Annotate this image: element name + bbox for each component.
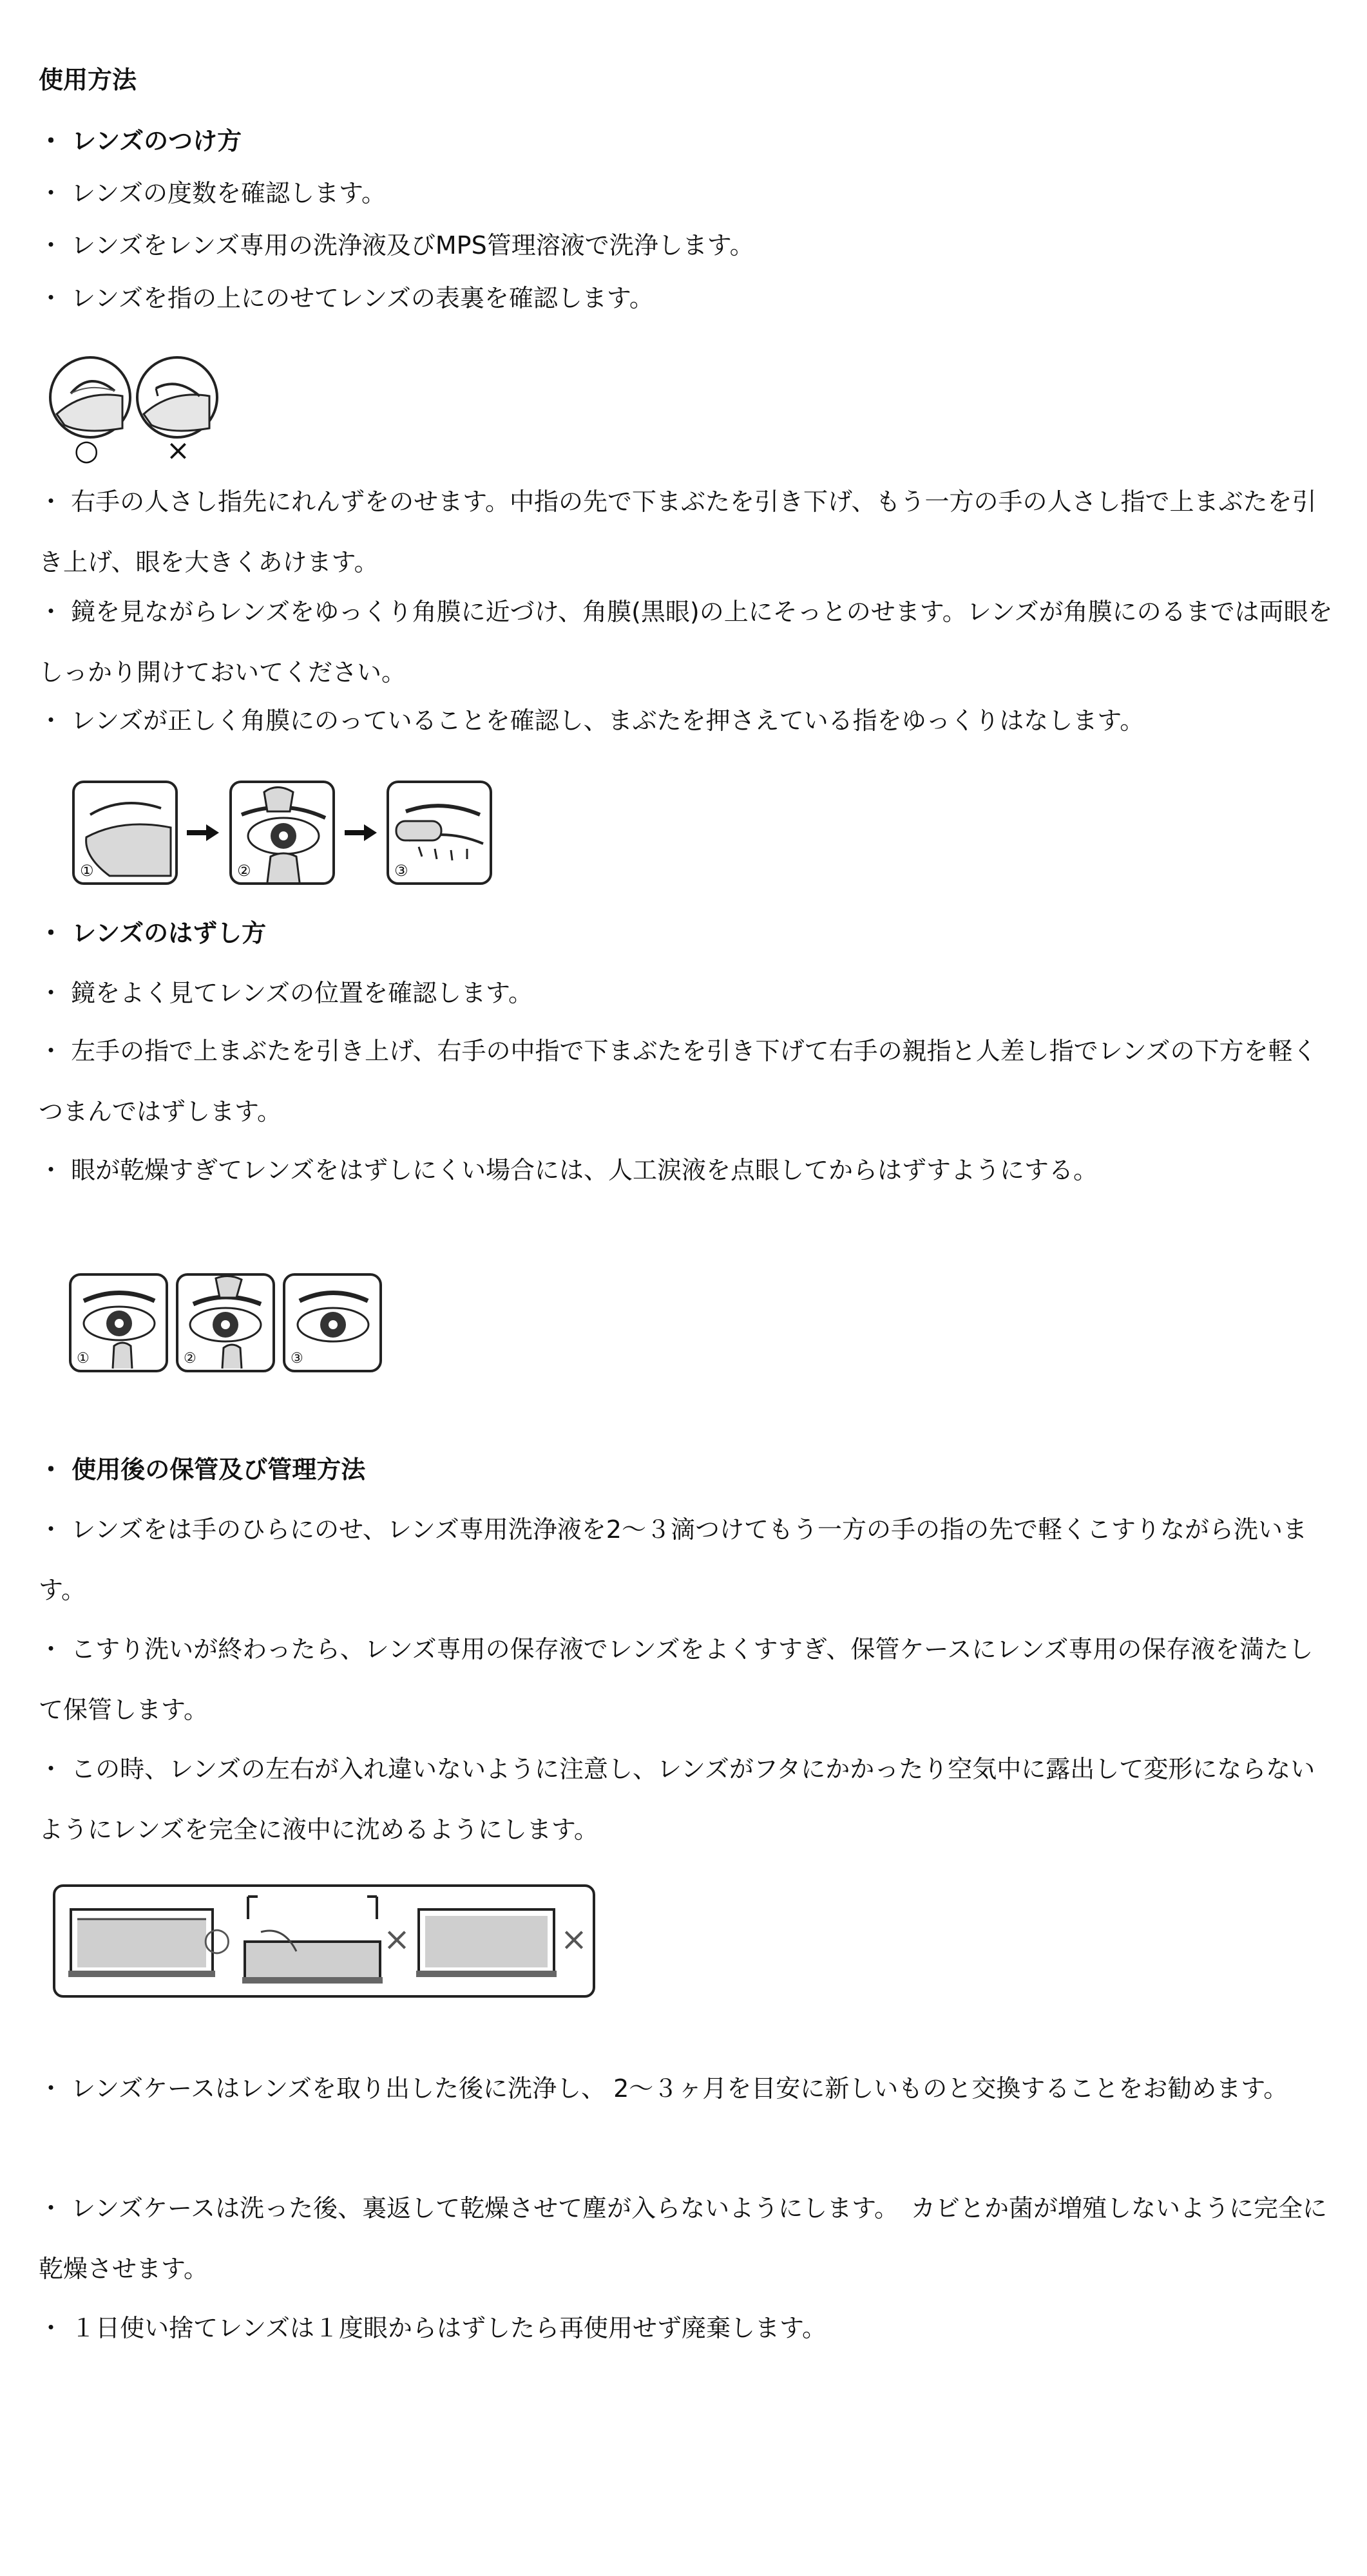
- lens-orientation-figure: [45, 351, 232, 473]
- step-number-2: ②: [237, 862, 251, 880]
- case-mark-ok: ○: [203, 1920, 231, 1958]
- case-correct-illustration: [68, 1909, 215, 1977]
- case-overfilled-illustration: [416, 1909, 557, 1977]
- section-heading-remove: ・ レンズのはずし方: [39, 919, 267, 947]
- case-mark-ng-2: ×: [560, 1920, 588, 1958]
- storage-step-2: ・ こすり洗いが終わったら、レンズ専用の保存液でレンズをよくすすぎ、保管ケースにレンズ専用の保存液を満たして保管します。: [39, 1635, 1314, 1724]
- storage-step-5: ・ レンズケースは洗った後、裏返して乾燥させて塵が入らないようにします。 カビとか菌が増殖しないように完全に乾燥させます。: [39, 2194, 1328, 2283]
- arrow-icon: [187, 824, 219, 841]
- remove-step-2: ・ 左手の指で上まぶたを引き上げ、右手の中指で下まぶたを引き下げて右手の親指と人差し指でレンズの下方を軽くつまんではずします。: [39, 1037, 1317, 1126]
- lens-correct-illustration: [50, 357, 130, 437]
- section-heading-attach: ・ レンズのつけ方: [39, 127, 242, 155]
- attach-step-4: ・ 右手の人さし指先にれんずをのせます。中指の先で下まぶたを引き下げ、もう一方の手の人さし指で上まぶたを引き上げ、眼を大きくあけます。: [39, 488, 1317, 576]
- removal-steps-figure: [68, 1272, 390, 1375]
- incorrect-mark: ×: [166, 434, 190, 467]
- storage-step-3: ・ この時、レンズの左右が入れ違いないように注意し、レンズがフタにかかったり空気中に露出して変形にならないようにレンズを完全に液中に沈めるようにします。: [39, 1755, 1315, 1844]
- attach-step-2: ・ レンズをレンズ専用の洗浄液及びMPS管理溶液で洗浄します。: [39, 231, 754, 260]
- storage-step-4: ・ レンズケースはレンズを取り出した後に洗浄し、 2～３ヶ月を目安に新しいものと交換することをお勧めます。: [39, 2074, 1288, 2103]
- step-number-1: ①: [77, 1350, 90, 1367]
- arrow-icon: [345, 824, 377, 841]
- attach-step-5: ・ 鏡を見ながらレンズをゆっくり角膜に近づけ、角膜(黒眼)の上にそっとのせます。レンズが角膜にのるまでは両眼をしっかり開けておいてください。: [39, 598, 1333, 687]
- storage-step-6: ・ １日使い捨てレンズは１度眼からはずしたら再使用せず廃棄します。: [39, 2314, 827, 2342]
- case-mark-ng-1: ×: [383, 1920, 410, 1958]
- lens-case-figure: [52, 1880, 599, 2003]
- step-number-2: ②: [184, 1350, 196, 1367]
- step-number-3: ③: [394, 862, 408, 880]
- lens-incorrect-illustration: [137, 357, 217, 437]
- correct-mark: ○: [74, 434, 99, 467]
- insertion-steps-figure: [71, 779, 509, 889]
- remove-step-3: ・ 眼が乾燥すぎてレンズをはずしにくい場合には、人工涙液を点眼してからはずすようにする。: [39, 1156, 1098, 1184]
- attach-step-6: ・ レンズが正しく角膜にのっていることを確認し、まぶたを押さえている指をゆっくりはなします。: [39, 706, 1145, 735]
- section-heading-storage: ・ 使用後の保管及び管理方法: [39, 1455, 366, 1484]
- step-number-1: ①: [80, 862, 94, 880]
- page-title: 使用方法: [39, 66, 137, 94]
- attach-step-1: ・ レンズの度数を確認します。: [39, 179, 386, 207]
- remove-step-1: ・ 鏡をよく見てレンズの位置を確認します。: [39, 979, 533, 1007]
- storage-step-1: ・ レンズをは手のひらにのせ、レンズ専用洗浄液を2～３滴つけてもう一方の手の指の先で軽くこすりながら洗います。: [39, 1515, 1307, 1604]
- attach-step-3: ・ レンズを指の上にのせてレンズの表裏を確認します。: [39, 284, 654, 312]
- step-number-3: ③: [291, 1350, 303, 1367]
